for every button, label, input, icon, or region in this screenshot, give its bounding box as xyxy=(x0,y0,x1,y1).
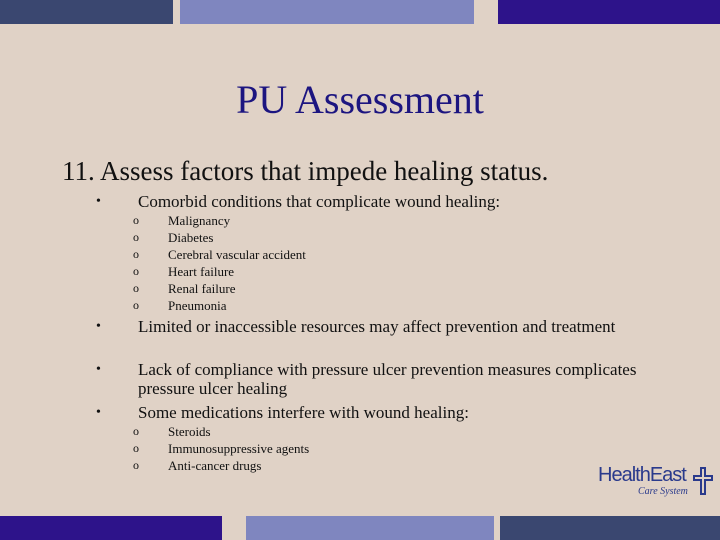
sub-item-text: Pneumonia xyxy=(168,298,227,313)
bullet-text: Comorbid conditions that complicate wound healing: xyxy=(138,192,501,211)
top-decor-bar-right xyxy=(498,0,720,24)
sub-item-text: Heart failure xyxy=(168,264,235,279)
sub-item-immunosuppressive xyxy=(0,440,720,457)
sub-marker: o xyxy=(133,458,139,472)
sub-marker: o xyxy=(133,424,139,438)
sub-item-text: Anti-cancer drugs xyxy=(168,458,262,473)
sub-item-diabetes xyxy=(0,229,720,246)
sub-item-text: Malignancy xyxy=(168,213,231,228)
sub-item-steroids xyxy=(0,423,720,440)
bottom-decor-bar-middle xyxy=(246,516,494,540)
top-decor-bar-left xyxy=(0,0,173,24)
sub-marker: o xyxy=(133,247,139,261)
sub-item-text: Steroids xyxy=(168,424,211,439)
bullet-text: Limited or inaccessible resources may affect prevention and treatment xyxy=(138,317,616,336)
sub-marker: o xyxy=(133,213,139,227)
sub-item-heart-failure xyxy=(0,263,720,280)
sub-marker: o xyxy=(133,264,139,278)
sub-item-malignancy xyxy=(0,212,720,229)
bullet-marker: • xyxy=(96,405,101,420)
sub-item-text: Renal failure xyxy=(168,281,236,296)
logo-name: HealthEast xyxy=(598,464,686,486)
bullet-marker: • xyxy=(96,319,101,334)
slide-title: PU Assessment xyxy=(236,77,484,122)
bullet-marker: • xyxy=(96,362,101,377)
bullet-marker: • xyxy=(96,194,101,209)
logo-tagline: Care System xyxy=(638,486,688,497)
healtheast-logo xyxy=(598,464,716,504)
healtheast-cross-icon xyxy=(692,466,714,496)
bullet-text: Lack of compliance with pressure ulcer prevention measures complicates pressure ulcer healing xyxy=(138,360,637,398)
sub-marker: o xyxy=(133,230,139,244)
sub-item-pneumonia xyxy=(0,297,720,314)
top-decor-bar-middle xyxy=(180,0,474,24)
sub-marker: o xyxy=(133,441,139,455)
sub-marker: o xyxy=(133,298,139,312)
slide-heading: 11. Assess factors that impede healing status. xyxy=(62,156,549,186)
sub-item-text: Diabetes xyxy=(168,230,214,245)
sub-item-renal-failure xyxy=(0,280,720,297)
bullet-text: Some medications interfere with wound healing: xyxy=(138,403,469,422)
bottom-decor-bar-right xyxy=(500,516,720,540)
sub-item-text: Immunosuppressive agents xyxy=(168,441,310,456)
bottom-decor-bar-left xyxy=(0,516,222,540)
sub-item-text: Cerebral vascular accident xyxy=(168,247,306,262)
sub-item-cva xyxy=(0,246,720,263)
sub-marker: o xyxy=(133,281,139,295)
